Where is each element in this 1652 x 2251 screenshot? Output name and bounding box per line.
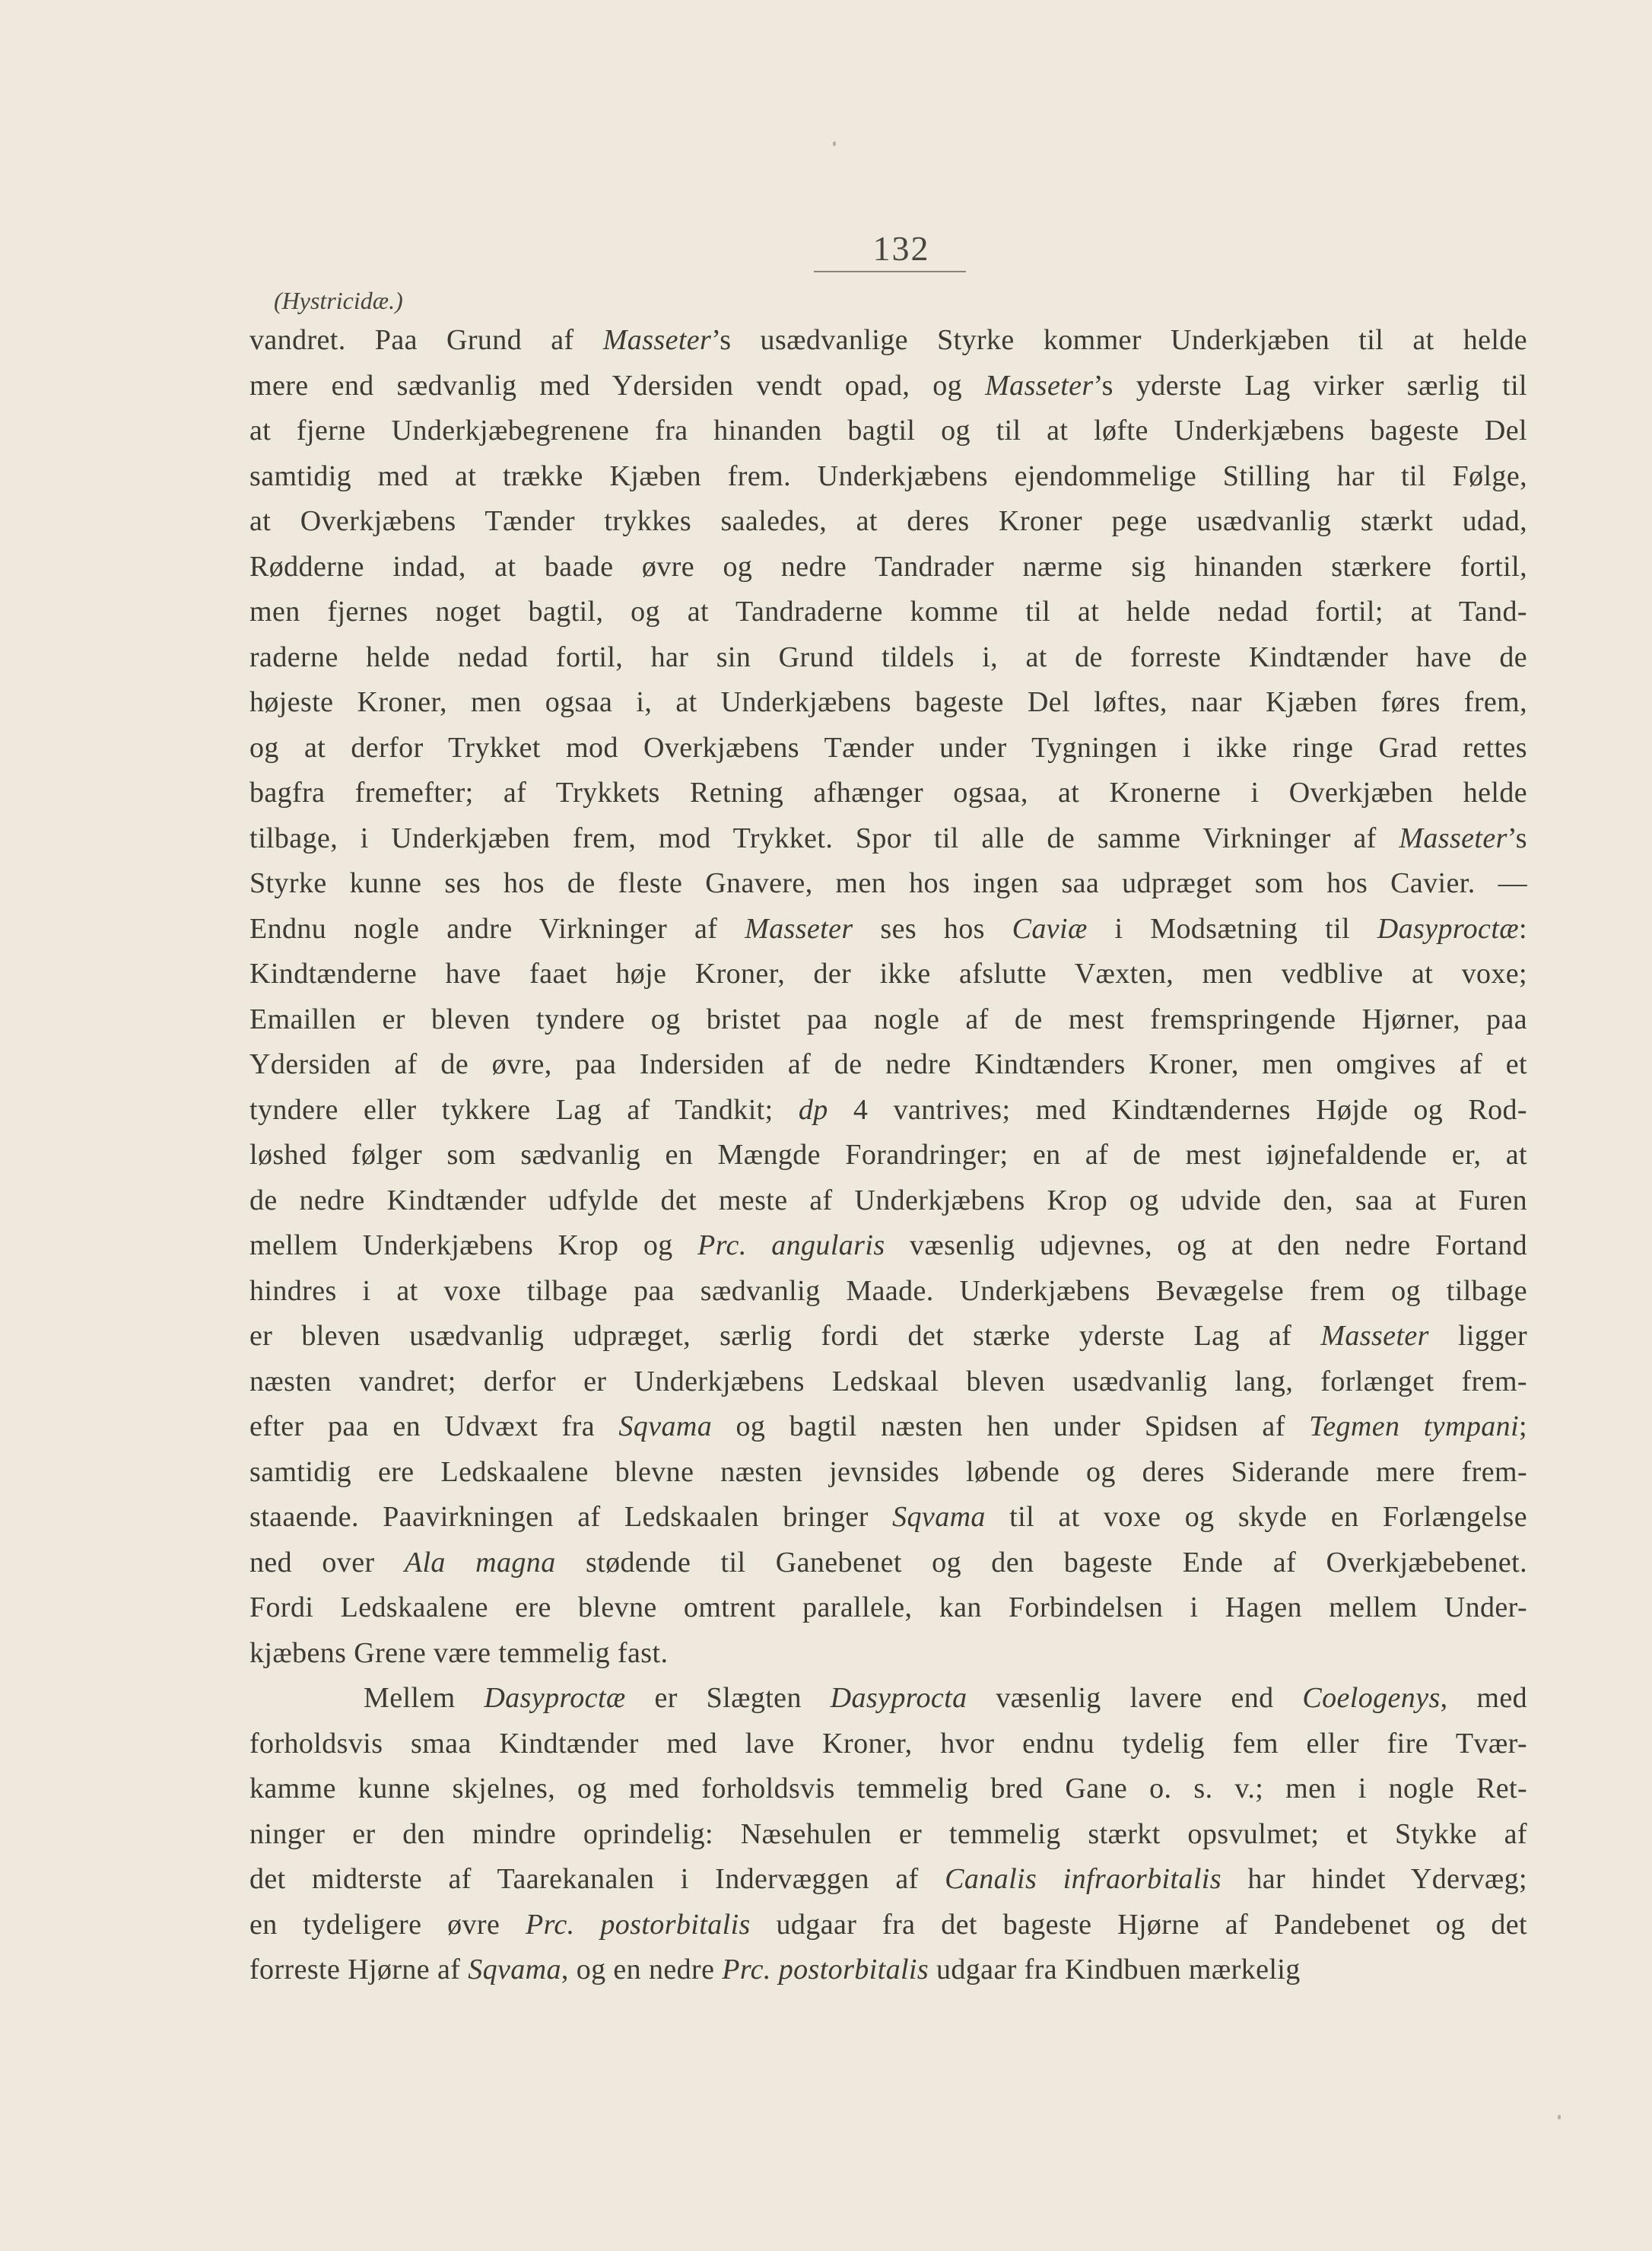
italic-term: Dasyproctæ: [1377, 912, 1520, 945]
text-segment: stødende til Ganebenet og den bageste Ende af Overkjæbebenet.: [555, 1546, 1527, 1579]
italic-term: Masseter: [985, 369, 1094, 402]
text-line: [249, 1359, 1527, 1405]
text-segment: Fordi Ledskaalene ere blevne omtrent parallele, kan Forbindelsen i Hagen mellem Under-: [249, 1591, 1527, 1623]
text-line: [249, 680, 1527, 726]
text-segment: udgaar fra det bageste Hjørne af Pandebenet og det: [750, 1908, 1528, 1941]
text-segment: er Slægten: [625, 1682, 831, 1714]
text-segment: kjæbens Grene være temmelig fast.: [249, 1636, 669, 1669]
text-segment: kamme kunne skjelnes, og med forholdsvis temmelig bred Gane o. s. v.; men i nogle Ret-: [249, 1773, 1527, 1804]
text-segment: ninger er den mindre oprindelig: Næsehulen er temmelig stærkt opsvulmet; et Stykke af: [249, 1817, 1527, 1850]
text-line: [249, 1088, 1527, 1133]
text-segment: staaende. Paavirkningen af Ledskaalen bringer: [249, 1501, 893, 1533]
text-line: [249, 952, 1527, 997]
text-line: [249, 1947, 1527, 1993]
text-segment: Mellem: [364, 1682, 484, 1714]
text-segment: samtidig med at trække Kjæben frem. Underkjæbens ejendommelige Stilling har til Følge,: [249, 459, 1527, 492]
text-segment: raderne helde nedad fortil, har sin Grund tildels i, at de forreste Kindtænder have de: [249, 641, 1527, 673]
text-segment: ’s usædvanlige Styrke kommer Underkjæben til at helde: [711, 324, 1527, 356]
italic-term: Ala magna: [404, 1546, 556, 1579]
running-head: (Hystricidæ.): [274, 287, 403, 314]
text-line: [249, 545, 1527, 590]
text-segment: Ydersiden af de øvre, paa Indersiden af de nedre Kindtænders Kroner, men omgives af et: [249, 1048, 1527, 1080]
text-segment: ses hos: [853, 912, 1012, 945]
text-line: [249, 1495, 1527, 1540]
text-line: [249, 816, 1527, 862]
text-line: [249, 1223, 1527, 1269]
text-segment: og bagtil næsten hen under Spidsen af: [712, 1410, 1310, 1442]
italic-term: Sqvama: [468, 1954, 561, 1986]
text-line: [249, 1133, 1527, 1178]
text-segment: men fjernes noget bagtil, og at Tandraderne komme til at helde nedad fortil; at Tand-: [249, 596, 1527, 628]
text-line: [249, 590, 1527, 635]
text-segment: 4 vantrives; med Kindtændernes Højde og Rod-: [828, 1093, 1527, 1126]
text-line: [249, 1178, 1527, 1224]
text-segment: at fjerne Underkjæbegrenene fra hinanden bagtil og til at løfte Underkjæbens bageste Del: [249, 415, 1527, 447]
body-text: [249, 318, 1527, 1993]
italic-term: dp: [798, 1093, 828, 1126]
text-line: [249, 1812, 1527, 1858]
text-segment: i Modsætning til: [1087, 912, 1377, 945]
italic-term: Sqvama: [618, 1410, 713, 1442]
text-line: [249, 1540, 1527, 1586]
text-segment: efter paa en Udvæxt fra: [249, 1410, 619, 1442]
paper-speck: [833, 141, 836, 146]
text-line: [249, 635, 1527, 681]
italic-term: Prc. postorbitalis: [722, 1954, 929, 1986]
text-line: [249, 1676, 1527, 1722]
text-line: [249, 1042, 1527, 1088]
text-segment: er bleven usædvanlig udpræget, særlig fordi det stærke yderste Lag af: [249, 1320, 1321, 1352]
text-line: [249, 454, 1527, 500]
text-segment: bagfra fremefter; af Trykkets Retning afhænger ogsaa, at Kronerne i Overkjæben helde: [249, 777, 1527, 809]
text-segment: og at derfor Trykket mod Overkjæbens Tænder under Tygningen i ikke ringe Grad rettes: [249, 731, 1527, 764]
italic-term: Masseter: [602, 324, 712, 356]
text-segment: løshed følger som sædvanlig en Mængde Forandringer; en af de mest iøjnefaldende er, at: [249, 1139, 1527, 1171]
text-line: [249, 1404, 1527, 1450]
text-segment: ’s: [1507, 822, 1527, 854]
text-line: [249, 1585, 1527, 1631]
text-line: [249, 907, 1527, 952]
text-segment: ned over: [249, 1546, 405, 1579]
text-segment: udgaar fra Kindbuen mærkelig: [929, 1954, 1301, 1986]
text-segment: , og en nedre: [561, 1954, 723, 1986]
text-segment: væsenlig lavere end: [967, 1682, 1303, 1714]
text-line: [249, 1857, 1527, 1903]
text-segment: Emaillen er bleven tyndere og bristet paa nogle af de mest fremspringende Hjørner, paa: [249, 1003, 1527, 1035]
text-segment: hindres i at voxe tilbage paa sædvanlig Maade. Underkjæbens Bevægelse frem og tilbage: [249, 1274, 1527, 1307]
italic-term: Dasyprocta: [830, 1682, 967, 1714]
text-segment: Endnu nogle andre Virkninger af: [249, 912, 745, 945]
text-segment: , med: [1440, 1682, 1527, 1714]
italic-term: Tegmen tympani: [1309, 1410, 1520, 1442]
text-segment: Kindtænderne have faaet høje Kroner, der ikke afslutte Væxten, men vedblive at voxe;: [249, 958, 1527, 990]
text-segment: højeste Kroner, men ogsaa i, at Underkjæbens bageste Del løftes, naar Kjæben føres frem,: [249, 686, 1527, 718]
text-segment: ligger: [1428, 1320, 1527, 1352]
italic-term: Coelogenys: [1302, 1682, 1441, 1714]
text-line: [249, 318, 1527, 364]
text-segment: vandret. Paa Grund af: [249, 324, 603, 356]
text-segment: at Overkjæbens Tænder trykkes saaledes, at deres Kroner pege usædvanlig stærkt udad,: [249, 505, 1527, 537]
paper-speck: [1558, 2115, 1561, 2119]
text-line: [249, 726, 1527, 771]
text-segment: næsten vandret; derfor er Underkjæbens Ledskaal bleven usædvanlig lang, forlænget frem-: [249, 1365, 1527, 1397]
text-segment: samtidig ere Ledskaalene blevne næsten jevnsides løbende og deres Siderande mere frem-: [249, 1455, 1527, 1488]
italic-term: Prc. angularis: [697, 1229, 885, 1261]
text-line: [249, 1631, 1527, 1677]
text-line: [249, 997, 1527, 1043]
text-line: [249, 861, 1527, 907]
text-segment: ;: [1519, 1410, 1527, 1442]
text-segment: forholdsvis smaa Kindtænder med lave Kroner, hvor endnu tydelig fem eller fire Tvær-: [249, 1727, 1527, 1760]
italic-term: Canalis infraorbitalis: [945, 1863, 1222, 1895]
italic-term: Masseter: [1320, 1320, 1429, 1352]
text-segment: mere end sædvanlig med Ydersiden vendt opad, og: [249, 369, 986, 402]
text-line: [249, 771, 1527, 816]
text-line: [249, 1450, 1527, 1496]
text-segment: forreste Hjørne af: [249, 1954, 469, 1986]
text-segment: mellem Underkjæbens Krop og: [249, 1229, 698, 1261]
text-line: [249, 1903, 1527, 1948]
italic-term: Masseter: [1399, 822, 1507, 854]
text-segment: :: [1519, 912, 1527, 945]
text-line: [249, 499, 1527, 545]
text-segment: ’s yderste Lag virker særlig til: [1093, 369, 1528, 402]
italic-term: Dasyproctæ: [484, 1682, 626, 1714]
text-line: [249, 1269, 1527, 1315]
text-segment: de nedre Kindtænder udfylde det meste af Underkjæbens Krop og udvide den, saa at Furen: [249, 1184, 1527, 1216]
text-line: [249, 364, 1527, 409]
text-line: [249, 1722, 1527, 1767]
page-number: 132: [872, 229, 930, 268]
text-segment: en tydeligere øvre: [249, 1908, 526, 1941]
text-segment: har hindet Ydervæg;: [1221, 1863, 1527, 1895]
italic-term: Prc. postorbitalis: [526, 1908, 751, 1941]
text-segment: Styrke kunne ses hos de fleste Gnavere, men hos ingen saa udpræget som hos Cavier. —: [249, 867, 1527, 899]
italic-term: Masseter: [745, 912, 853, 945]
text-segment: væsenlig udjevnes, og at den nedre Fortand: [885, 1229, 1527, 1261]
italic-term: Caviæ: [1012, 912, 1088, 945]
text-segment: tilbage, i Underkjæben frem, mod Trykket. Spor til alle de samme Virkninger af: [249, 822, 1399, 854]
text-segment: Rødderne indad, at baade øvre og nedre Tandrader nærme sig hinanden stærkere fortil,: [249, 550, 1527, 583]
page-number-rule: [814, 271, 966, 272]
text-line: [249, 1314, 1527, 1359]
italic-term: Sqvama: [892, 1501, 986, 1533]
text-segment: tyndere eller tykkere Lag af Tandkit;: [249, 1093, 799, 1126]
text-segment: til at voxe og skyde en Forlængelse: [985, 1501, 1527, 1533]
text-line: [249, 409, 1527, 454]
text-segment: det midterste af Taarekanalen i Indervæggen af: [249, 1863, 945, 1895]
text-line: [249, 1766, 1527, 1812]
